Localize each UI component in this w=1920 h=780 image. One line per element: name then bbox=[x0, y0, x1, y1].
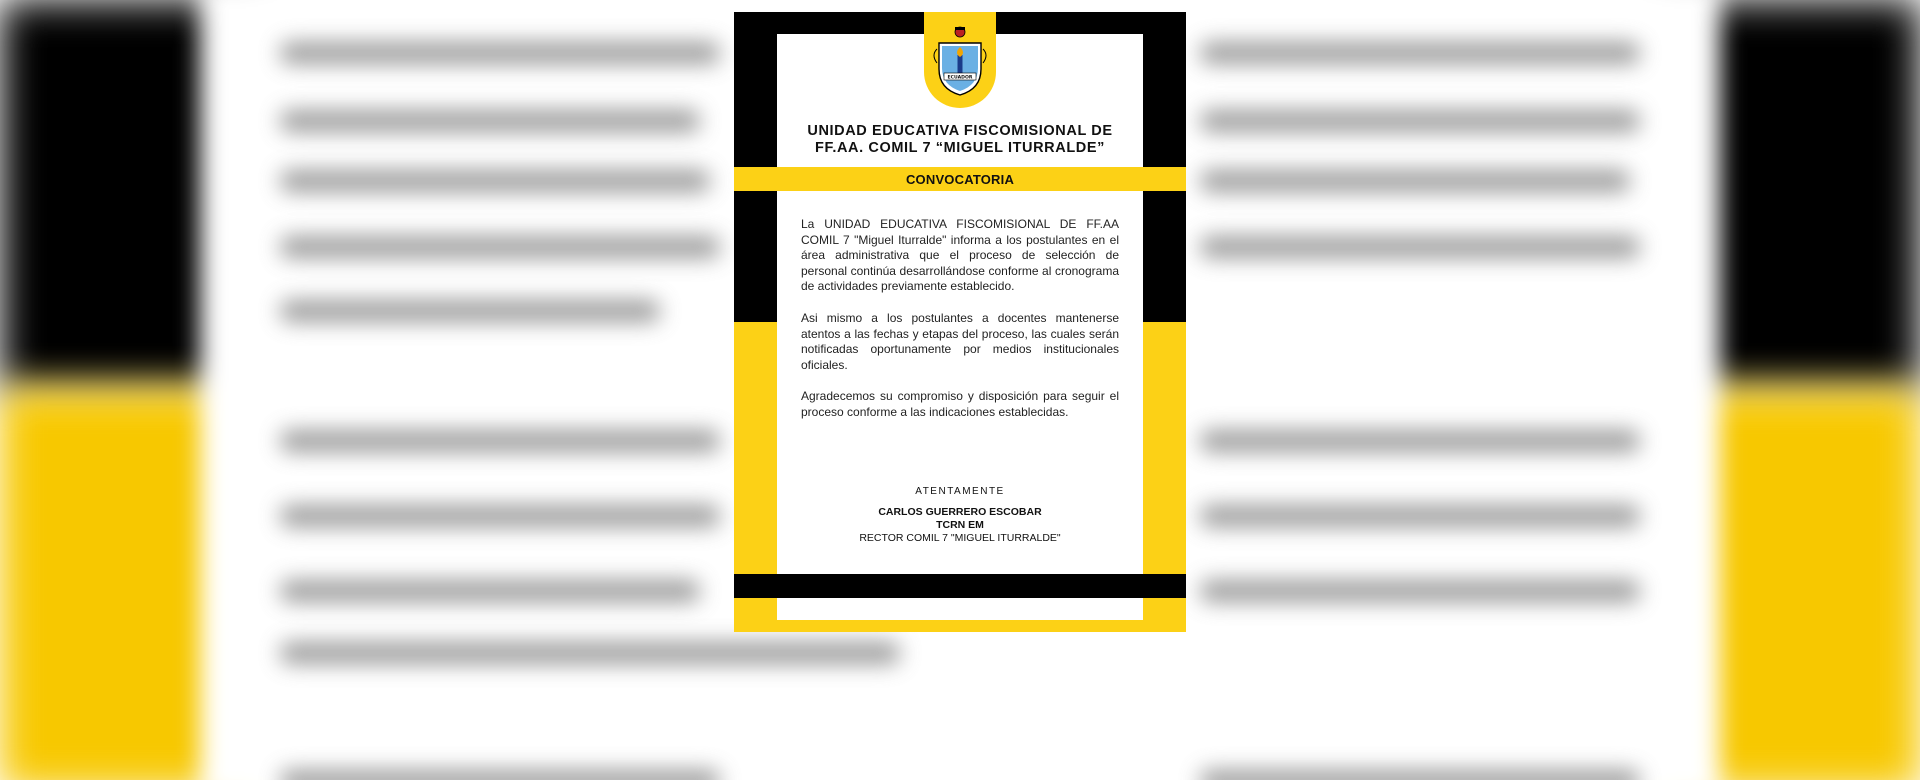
school-crest-icon bbox=[931, 23, 989, 97]
body-paragraph-3: Agradecemos su compromiso y disposición para seguir el proceso conforme a las indicaciones establecidas. bbox=[801, 389, 1119, 419]
signer-rank: TCRN EM bbox=[936, 519, 984, 531]
blurred-text-line bbox=[280, 300, 660, 322]
blurred-text-line bbox=[1200, 430, 1640, 452]
poster-bottom-stripe bbox=[734, 574, 1186, 598]
closing-text: ATENTAMENTE bbox=[915, 486, 1005, 497]
blurred-text-line bbox=[1200, 505, 1640, 527]
signer-name: CARLOS GUERRERO ESCOBAR bbox=[878, 506, 1042, 518]
body-paragraph-1: La UNIDAD EDUCATIVA FISCOMISIONAL DE FF.AA COMIL 7 "Miguel Iturralde" informa a los postulantes en el área administrativa que el proceso de selección de personal continúa desarrollándose conforme al cronograma de actividades previamente establecido. bbox=[801, 217, 1119, 294]
blurred-text-line bbox=[1200, 580, 1640, 602]
blurred-text-line bbox=[1200, 42, 1640, 64]
crest-tab bbox=[924, 12, 996, 108]
signature-block bbox=[794, 486, 1126, 545]
blurred-text-line bbox=[1200, 170, 1630, 192]
blurred-text-line bbox=[1200, 110, 1640, 132]
poster-title bbox=[794, 123, 1126, 157]
poster-body bbox=[801, 217, 1119, 437]
body-paragraph-2: Asi mismo a los postulantes a docentes mantenerse atentos a las fechas y etapas del proceso, las cuales serán notificadas oportunamente por medios institucionales oficiales. bbox=[801, 310, 1119, 372]
poster-title-line-1: UNIDAD EDUCATIVA FISCOMISIONAL DE bbox=[807, 123, 1113, 139]
blurred-text-line bbox=[1200, 770, 1640, 780]
blurred-text-line bbox=[280, 642, 900, 664]
convocatoria-label: CONVOCATORIA bbox=[905, 171, 1015, 187]
blurred-text-line bbox=[280, 505, 720, 527]
blurred-text-line bbox=[280, 430, 720, 452]
blurred-text-line bbox=[1200, 236, 1640, 258]
blurred-text-line bbox=[280, 170, 710, 192]
blurred-text-line bbox=[280, 42, 720, 64]
signer-role: RECTOR COMIL 7 "MIGUEL ITURRALDE" bbox=[859, 532, 1061, 544]
blurred-text-line bbox=[280, 770, 720, 780]
convocatoria-poster bbox=[734, 12, 1186, 632]
poster-title-line-2: FF.AA. COMIL 7 “MIGUEL ITURRALDE” bbox=[815, 140, 1105, 156]
convocatoria-band bbox=[734, 167, 1186, 191]
crest-banner-text: ECUADOR bbox=[947, 75, 973, 81]
blurred-text-line bbox=[280, 110, 700, 132]
blurred-text-line bbox=[280, 236, 720, 258]
blurred-text-line bbox=[280, 580, 700, 602]
